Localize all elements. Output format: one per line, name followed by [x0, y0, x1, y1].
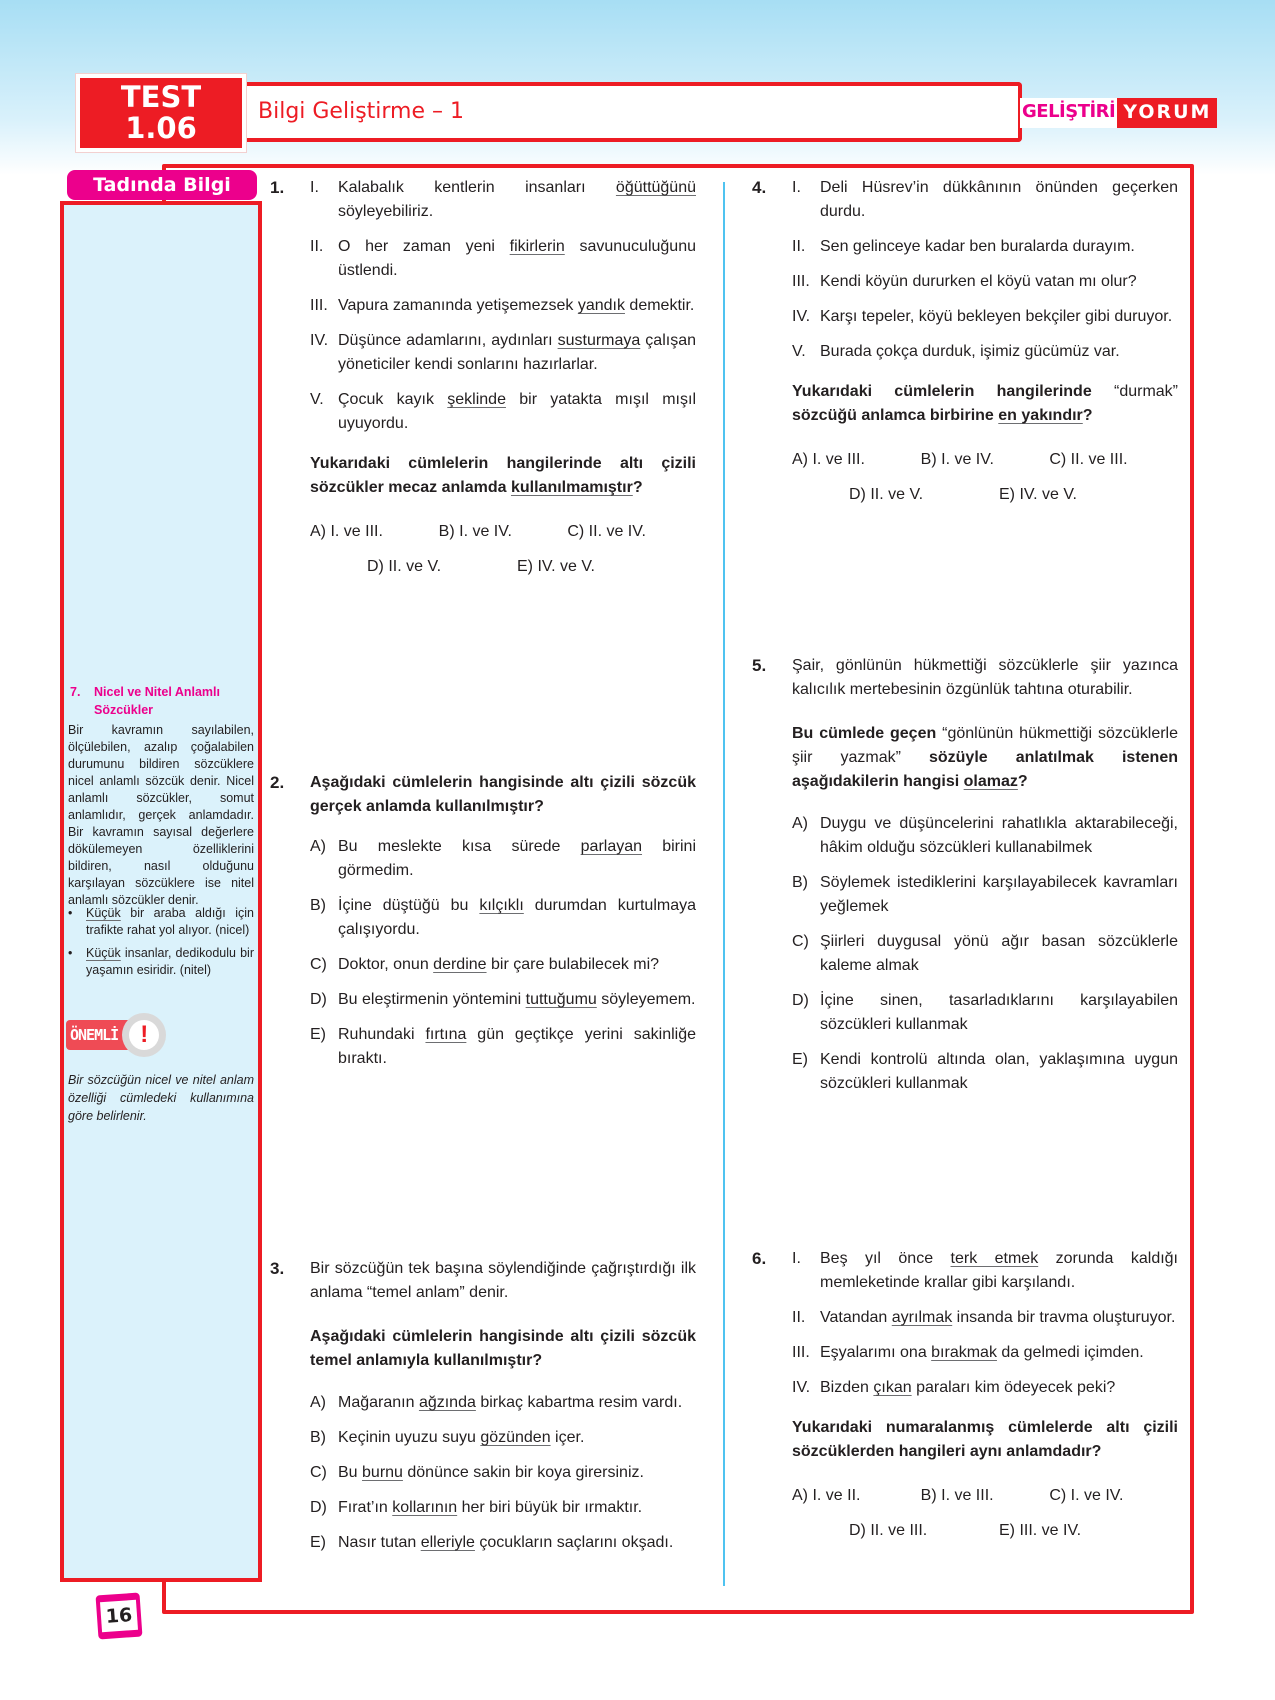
underlined-word: şeklinde [447, 391, 506, 408]
roman-item [792, 1376, 1178, 1400]
question-number: 2. [270, 773, 285, 792]
option-letter: E) [792, 1051, 808, 1068]
sidebar-examples [68, 905, 254, 985]
stem-quote: “durmak” [1091, 383, 1179, 400]
example-item [68, 905, 254, 939]
roman-item [310, 294, 696, 318]
option-text: bir çare bulabilecek mi? [486, 956, 660, 973]
underlined-word: fırtına [425, 1026, 467, 1043]
underlined-word: yandık [577, 297, 625, 314]
underlined-word: ayrılmak [891, 1309, 953, 1326]
answer-option-a[interactable]: A) I. ve III. [310, 523, 383, 540]
underlined-word: parlayan [580, 838, 643, 855]
question-intro: Şair, gönlünün hükmettiği sözcüklerle şiir yazınca kalıcılık mertebesinin özgünlük tahtına oturabilir. [792, 657, 1178, 698]
question-6 [752, 1247, 1178, 1543]
answer-option-b[interactable] [310, 894, 696, 942]
option-text: Keçinin uyuzu suyu [338, 1429, 481, 1446]
option-letter: C) [310, 1464, 327, 1481]
option-text: durumdan kurtulmaya çalışıyordu. [338, 897, 696, 938]
underlined-word: kollarının [392, 1499, 458, 1516]
option-text: Bu [338, 1464, 363, 1481]
answer-option-b[interactable] [310, 1426, 696, 1450]
underlined-word: ağzında [418, 1394, 476, 1411]
question-3 [270, 1257, 696, 1566]
option-text: İçine sinen, tasarladıklarını karşılayabilen sözcükleri kullanmak [820, 992, 1178, 1033]
question-stem [310, 452, 696, 500]
roman-item [792, 1341, 1178, 1365]
roman-item [310, 235, 696, 283]
example-text: insanlar, dedikodulu bir yaşamın esiridir. (nitel) [86, 946, 254, 977]
option-letter: A) [310, 1394, 326, 1411]
option-text: çocukların saçlarını okşadı. [474, 1534, 674, 1551]
answer-option-c[interactable] [792, 930, 1178, 978]
test-number: 1.06 [125, 111, 197, 145]
question-4 [752, 176, 1178, 507]
brand-part2: YORUM [1117, 98, 1217, 128]
underlined-word: Küçük [86, 906, 121, 920]
question-1 [270, 176, 696, 579]
option-text: Söylemek istediklerini karşılayabilecek kavramları yeğlemek [820, 874, 1178, 915]
underlined-word: terk etmek [950, 1250, 1039, 1267]
roman-item [792, 270, 1178, 294]
item-text: Çocuk kayık [338, 391, 448, 408]
underlined-word: öğüttüğünü [615, 179, 696, 196]
option-letter: D) [792, 992, 809, 1009]
answer-choices [310, 835, 696, 1071]
roman-numeral: IV. [792, 1379, 811, 1396]
roman-numeral: V. [792, 343, 806, 360]
option-text: Ruhundaki [338, 1026, 426, 1043]
roman-numeral: II. [310, 238, 324, 255]
answer-choices [310, 1391, 696, 1555]
item-text: Düşünce adamlarını, aydınları [338, 332, 558, 349]
roman-item [792, 305, 1178, 329]
option-text: Doktor, onun [338, 956, 434, 973]
question-stem: Aşağıdaki cümlelerin hangisinde altı çizili sözcük gerçek anlamda kullanılmıştır? [310, 774, 696, 815]
option-letter: C) [310, 956, 327, 973]
roman-numeral: III. [310, 297, 328, 314]
answer-option-e[interactable] [310, 1531, 696, 1555]
roman-numeral: I. [310, 179, 319, 196]
page-title: Bilgi Geliştirme – 1 [258, 99, 465, 124]
question-number: 6. [752, 1249, 767, 1268]
item-text: paraları kim ödeyecek peki? [911, 1379, 1116, 1396]
underlined-word: gözünden [480, 1429, 551, 1446]
answer-option-b[interactable]: B) I. ve III. [920, 1487, 994, 1504]
roman-numeral: III. [792, 1344, 810, 1361]
section-title-line2: Sözcükler [94, 703, 154, 717]
bullet-icon: • [68, 946, 73, 960]
stem-text: ? [1017, 773, 1028, 790]
underlined-word: Küçük [86, 946, 121, 960]
stem-text: Bu cümlede geçen [792, 725, 937, 742]
brand-logo [1020, 98, 1217, 128]
answer-option-e[interactable]: E) III. ve IV. [999, 1522, 1082, 1539]
answer-option-c[interactable]: C) I. ve IV. [1049, 1487, 1124, 1504]
item-text: Burada çokça durduk, işimiz gücümüz var. [820, 343, 1120, 360]
roman-item [792, 340, 1178, 364]
stem-text: sözüyle anlatılmak istenen aşağıdakilerin hangisi [792, 749, 1178, 790]
item-text: Deli Hüsrev’in dükkânının önünden geçerken durdu. [820, 179, 1178, 220]
question-stem: Aşağıdaki cümlelerin hangisinde altı çizili sözcük temel anlamıyla kullanılmıştır? [310, 1328, 696, 1369]
option-letter: D) [310, 1499, 327, 1516]
page-number: 16 [100, 1600, 138, 1632]
option-letter: B) [792, 874, 808, 891]
item-text: bir yatakta mışıl mışıl uyuyordu. [338, 391, 696, 432]
roman-numeral: II. [792, 1309, 806, 1326]
answer-option-a[interactable]: A) I. ve III. [792, 451, 865, 468]
roman-numeral: II. [792, 238, 806, 255]
option-text: İçine düştüğü bu [338, 897, 480, 914]
option-text: içer. [550, 1429, 585, 1446]
exclamation-glyph: ! [129, 1020, 159, 1050]
question-stem [792, 722, 1178, 794]
item-text: Kendi köyün dururken el köyü vatan mı olur? [820, 273, 1137, 290]
answer-option-a[interactable] [310, 1391, 696, 1415]
option-letter: A) [792, 815, 808, 832]
item-text: Kalabalık kentlerin insanları [338, 179, 616, 196]
option-text: Fırat’ın [338, 1499, 393, 1516]
question-number: 4. [752, 178, 767, 197]
column-divider [723, 182, 725, 1586]
question-number: 5. [752, 656, 767, 675]
underlined-word: fikirlerin [509, 238, 565, 255]
answer-option-b[interactable]: B) I. ve IV. [438, 523, 512, 540]
stem-text: sözcüğü anlamca birbirine [792, 407, 999, 424]
item-text: insanda bir travma oluşturuyor. [952, 1309, 1176, 1326]
answer-option-e[interactable] [310, 1023, 696, 1071]
option-letter: B) [310, 1429, 326, 1446]
option-letter: C) [792, 933, 809, 950]
sidebar-section-title [70, 683, 254, 719]
answer-option-e[interactable]: E) IV. ve V. [999, 486, 1077, 503]
option-text: Nasır tutan [338, 1534, 421, 1551]
sidebar-body-text: Bir kavramın sayılabilen, ölçülebilen, azalıp çoğalabilen durumunu bildiren sözcüklere nicel anlamlı sözcük denir. Nicel anlamlı sözcükler, somut anlamlıdır, gerçek anlamdadır. Bir kavramın sayısal değerlere dökülemeyen özelliklerini bildiren, nasıl olduğunu karşılayan sözcüklere ise nitel anlamlı sözcükler denir. [68, 723, 254, 907]
roman-item [792, 235, 1178, 259]
underlined-word: olamaz [963, 773, 1018, 790]
answer-option-c[interactable]: C) II. ve IV. [567, 523, 646, 540]
stem-text: Yukarıdaki cümlelerin hangilerinde [792, 383, 1092, 400]
option-letter: D) [310, 991, 327, 1008]
question-intro: Bir sözcüğün tek başına söylendiğinde çağrıştırdığı ilk anlama “temel anlam” denir. [310, 1260, 696, 1301]
answer-option-c[interactable] [310, 1461, 696, 1485]
answer-option-a[interactable]: A) I. ve II. [792, 1487, 861, 1504]
question-number: 1. [270, 178, 285, 197]
answer-option-e[interactable] [792, 1048, 1178, 1096]
question-2 [270, 771, 696, 1082]
title-bar [236, 82, 1022, 142]
page-number-badge [96, 1593, 143, 1640]
option-text: Bu meslekte kısa sürede [338, 838, 581, 855]
roman-numeral: IV. [310, 332, 329, 349]
option-text: söyleyemem. [596, 991, 696, 1008]
roman-item [792, 1306, 1178, 1330]
question-stem: Yukarıdaki numaralanmış cümlelerde altı çizili sözcüklerden hangileri aynı anlamdadır? [792, 1419, 1178, 1460]
answer-option-a[interactable] [792, 812, 1178, 860]
answer-option-a[interactable] [310, 835, 696, 883]
option-text: Duygu ve düşüncelerini rahatlıkla aktarabileceği, hâkim olduğu sözcükleri kullanabilmek [820, 815, 1178, 856]
answer-option-b[interactable]: B) I. ve IV. [920, 451, 994, 468]
underlined-word: bırakmak [931, 1344, 997, 1361]
answer-option-d[interactable] [310, 988, 696, 1012]
underlined-word: en yakındır [998, 407, 1083, 424]
answer-choices [792, 1484, 1178, 1543]
option-letter: E) [310, 1534, 326, 1551]
roman-numeral: I. [792, 179, 801, 196]
question-number: 3. [270, 1259, 285, 1278]
brand-part1: GELİŞTİRİ [1020, 98, 1117, 128]
answer-option-d[interactable] [310, 1496, 696, 1520]
item-text: çalışan yöneticiler kendi sonlarını hazırlarlar. [338, 332, 697, 373]
item-text: savunuculuğunu üstlendi. [338, 238, 696, 279]
sidebar-info-box [60, 201, 262, 1582]
item-text: zorunda kaldığı memleketinde krallar gibi karşılandı. [820, 1250, 1179, 1291]
item-text: demektir. [624, 297, 695, 314]
underlined-word: çıkan [873, 1379, 912, 1396]
roman-numeral: III. [792, 273, 810, 290]
question-5 [752, 654, 1178, 1107]
item-text: Karşı tepeler, köyü bekleyen bekçiler gibi duruyor. [820, 308, 1173, 325]
option-letter: E) [310, 1026, 326, 1043]
item-text: Eşyalarımı ona [820, 1344, 932, 1361]
important-badge [66, 1013, 166, 1057]
underlined-word: elleriyle [420, 1534, 475, 1551]
option-text: birkaç kabartma resim vardı. [475, 1394, 683, 1411]
question-stem [792, 380, 1178, 428]
option-letter: B) [310, 897, 326, 914]
test-label: TEST [120, 80, 202, 114]
option-text: Bu eleştirmenin yöntemini [338, 991, 526, 1008]
answer-option-c[interactable] [310, 953, 696, 977]
answer-choices [792, 448, 1178, 507]
roman-item [310, 329, 696, 377]
roman-item [310, 176, 696, 224]
option-text: Mağaranın [338, 1394, 419, 1411]
stem-text: ? [632, 479, 643, 496]
answer-choices [792, 812, 1178, 1096]
underlined-word: susturmaya [557, 332, 641, 349]
answer-option-d[interactable]: D) II. ve V. [367, 558, 442, 575]
answer-option-d[interactable]: D) II. ve III. [849, 1522, 928, 1539]
option-text: birini görmedim. [338, 838, 696, 879]
roman-item [310, 388, 696, 436]
item-text: Beş yıl önce [820, 1250, 951, 1267]
item-text: Vatandan [820, 1309, 892, 1326]
roman-numeral: IV. [792, 308, 811, 325]
roman-item [792, 176, 1178, 224]
item-text: Vapura zamanında yetişemezsek [338, 297, 578, 314]
answer-option-d[interactable] [792, 989, 1178, 1037]
example-item [68, 945, 254, 979]
underlined-word: kılçıklı [479, 897, 524, 914]
sidebar-tab: Tadında Bilgi [67, 170, 257, 200]
test-badge [76, 74, 246, 152]
answer-option-b[interactable] [792, 871, 1178, 919]
underlined-word: tuttuğumu [525, 991, 597, 1008]
important-label: ÖNEMLİ [66, 1020, 132, 1050]
stem-text: Yukarıdaki cümlelerin hangilerinde altı çizili sözcükler mecaz anlamda [310, 455, 696, 496]
underlined-word: derdine [433, 956, 487, 973]
option-text: Şiirleri duygusal yönü ağır basan sözcüklerle kaleme almak [820, 933, 1178, 974]
answer-option-e[interactable]: E) IV. ve V. [517, 558, 595, 575]
roman-numeral: V. [310, 391, 324, 408]
answer-option-d[interactable]: D) II. ve V. [849, 486, 924, 503]
exclamation-icon [122, 1013, 166, 1057]
option-text: gün geçtikçe yerini sakinliğe bıraktı. [338, 1026, 696, 1067]
section-title-line1: Nicel ve Nitel Anlamlı [94, 685, 220, 699]
important-note: Bir sözcüğün nicel ve nitel anlam özelliği cümledeki kullanımına göre belirlenir. [68, 1073, 254, 1123]
answer-option-c[interactable]: C) II. ve III. [1049, 451, 1128, 468]
item-text: söyleyebiliriz. [338, 203, 434, 220]
example-text: bir araba aldığı için trafikte rahat yol alıyor. (nicel) [86, 906, 254, 937]
stem-text: ? [1082, 407, 1093, 424]
section-number: 7. [70, 685, 81, 699]
underlined-word: burnu [362, 1464, 403, 1481]
option-letter: A) [310, 838, 326, 855]
option-text: her biri büyük bir ırmaktır. [457, 1499, 643, 1516]
item-text: Bizden [820, 1379, 874, 1396]
roman-item [792, 1247, 1178, 1295]
bullet-icon: • [68, 906, 73, 920]
underlined-word: kullanılmamıştır [510, 479, 633, 496]
option-text: Kendi kontrolü altında olan, yaklaşımına uygun sözcükleri kullanmak [820, 1051, 1178, 1092]
item-text: Sen gelinceye kadar ben buralarda durayım. [820, 238, 1135, 255]
stem-quote: “gönlünün hükmettiği sözcüklerle şiir yazmak” [792, 725, 1179, 766]
item-text: O her zaman yeni [338, 238, 510, 255]
item-text: da gelmedi içimden. [996, 1344, 1144, 1361]
roman-numeral: I. [792, 1250, 801, 1267]
option-text: dönünce sakin bir koya girersiniz. [402, 1464, 644, 1481]
answer-choices [310, 520, 696, 579]
